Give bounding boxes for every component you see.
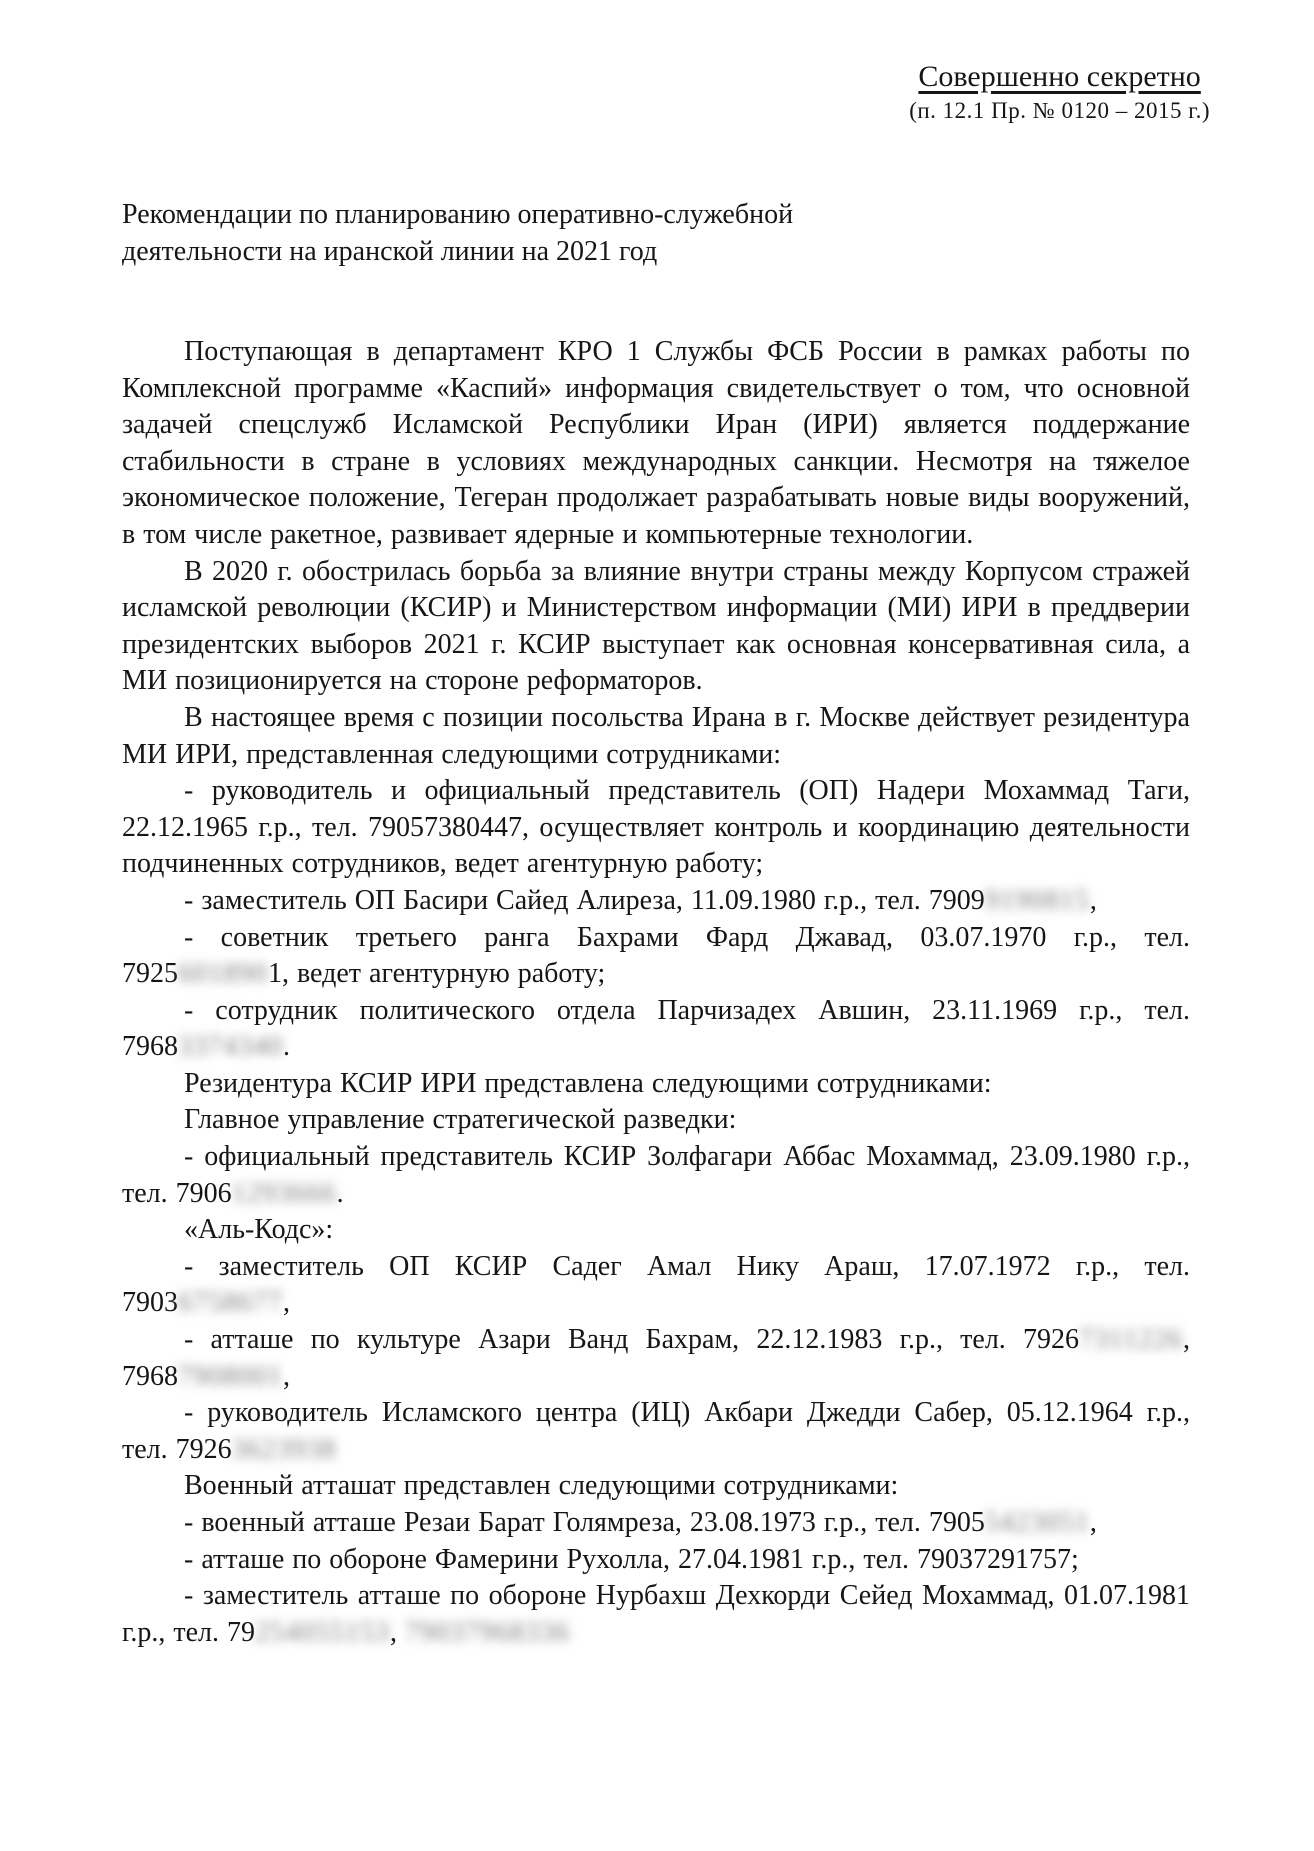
text-segment: Резидентура КСИР ИРИ представлена следующими сотрудниками:	[184, 1067, 992, 1099]
text-segment: Военный атташат представлен следующими сотрудниками:	[184, 1470, 899, 1502]
redacted-phone-digits: 1293666	[231, 1177, 337, 1209]
text-segment: - официальный представитель КСИР Золфагари Аббас Мохаммад, 23.09.1980 г.р., тел. 7906	[122, 1141, 1190, 1209]
text-segment: 1, ведет агентурную работу;	[268, 958, 606, 990]
document-content	[122, 196, 1190, 1651]
redacted-phone-digits: 3374340	[178, 1031, 283, 1063]
paragraph	[122, 700, 1190, 773]
text-segment: , 7968	[122, 1324, 1190, 1392]
text-segment: - сотрудник политического отдела Парчизадех Авшин, 23.11.1969 г.р., тел. 7968	[122, 994, 1190, 1063]
paragraph	[122, 1468, 1190, 1505]
text-segment: - заместитель атташе по обороне Нурбахш Дехкорди Сейед Мохаммад, 01.07.1981 г.р., тел. 79	[122, 1580, 1190, 1648]
redacted-phone-digits: 601890	[178, 958, 268, 990]
classification-stamp: Совершенно секретно	[918, 60, 1201, 93]
paragraph	[122, 920, 1190, 993]
redacted-phone-digits: 3623938	[231, 1433, 337, 1465]
paragraph	[122, 1505, 1190, 1542]
paragraph	[122, 1542, 1190, 1579]
document-title	[122, 196, 1190, 270]
text-segment: ,	[283, 1287, 290, 1319]
text-segment: Поступающая в департамент КРО 1 Службы ФСБ России в рамках работы по Комплексной программе «Каспий» информация свидетельствует о том, что основной задачей спецслужб Исламской Республики Иран (ИРИ) является поддержание стабильности в стране в условиях международных санкции. Несмотря на тяжелое экономическое положение, Тегеран продолжает разрабатывать новые виды вооружений, в том числе ракетное, развивает ядерные и компьютерные технологии.	[122, 336, 1190, 550]
text-segment: - советник третьего ранга Бахрами Фард Джавад, 03.07.1970 г.р., тел. 7925	[122, 921, 1190, 990]
text-segment: .	[336, 1177, 344, 1209]
text-segment: - руководитель Исламского центра (ИЦ) Акбари Джедди Сабер, 05.12.1964 г.р., тел. 7926	[122, 1397, 1190, 1465]
paragraph	[122, 1578, 1190, 1651]
text-segment: ,	[389, 1616, 405, 1648]
paragraph	[122, 773, 1190, 883]
paragraph	[122, 334, 1190, 554]
text-segment: «Аль-Кодс»:	[184, 1214, 334, 1246]
paragraph	[122, 1395, 1190, 1468]
text-segment: ,	[1089, 1507, 1097, 1538]
redacted-phone-digits: 9190815	[984, 884, 1090, 916]
document-title-line-1: Рекомендации по планированию оперативно-служебной	[122, 199, 794, 230]
paragraph	[122, 1322, 1190, 1395]
redacted-phone-digits: 6758677	[178, 1287, 283, 1319]
document-title-line-2: деятельности на иранской линии на 2021 год	[122, 236, 658, 267]
paragraph	[122, 1139, 1190, 1212]
redacted-phone-digits: 5423051	[984, 1507, 1090, 1538]
paragraph	[122, 1102, 1190, 1139]
text-segment: .	[283, 1031, 290, 1063]
text-segment: - военный атташе Резаи Барат Голямреза, 23.08.1973 г.р., тел. 7905	[184, 1507, 985, 1538]
text-segment: В 2020 г. обострилась борьба за влияние внутри страны между Корпусом стражей исламской революции (КСИР) и Министерством информации (МИ) ИРИ в преддверии президентских выборов 2021 г. КСИР выступает как основная консервативная сила, а МИ позиционируется на стороне реформаторов.	[122, 555, 1190, 697]
text-segment: - заместитель ОП КСИР Садег Амал Нику Араш, 17.07.1972 г.р., тел. 7903	[122, 1250, 1190, 1319]
text-segment: Главное управление стратегической разведки:	[184, 1104, 737, 1136]
paragraph	[122, 1066, 1190, 1103]
redacted-phone-digits: 254055153	[254, 1616, 390, 1648]
text-segment: В настоящее время с позиции посольства Ирана в г. Москве действует резидентура МИ ИРИ, представленная следующими сотрудниками:	[122, 701, 1190, 770]
text-segment: ,	[283, 1360, 290, 1392]
text-segment: - руководитель и официальный представитель (ОП) Надери Мохаммад Таги, 22.12.1965 г.р., тел. 79057380447, осуществляет контроль и координацию деятельности подчиненных сотрудников, ведет агентурную работу;	[122, 775, 1190, 880]
paragraph	[122, 883, 1190, 920]
text-segment: ,	[1089, 884, 1097, 916]
redacted-phone-digits: 7311226	[1079, 1324, 1183, 1356]
paragraph	[122, 554, 1190, 700]
redacted-phone-digits: 79037968336	[404, 1616, 570, 1648]
text-segment: - атташе по обороне Фамерини Рухолла, 27.04.1981 г.р., тел. 79037291757;	[184, 1543, 1079, 1575]
classification-block	[909, 60, 1210, 124]
paragraph	[122, 993, 1190, 1066]
classification-note: (п. 12.1 Пр. № 0120 – 2015 г.)	[909, 97, 1210, 123]
text-segment: - атташе по культуре Азари Ванд Бахрам, 22.12.1983 г.р., тел. 7926	[184, 1324, 1080, 1356]
paragraph	[122, 1212, 1190, 1249]
paragraph	[122, 1249, 1190, 1322]
redacted-phone-digits: 7908001	[178, 1360, 283, 1392]
document-body	[122, 334, 1190, 1651]
text-segment: - заместитель ОП Басири Сайед Алиреза, 11.09.1980 г.р., тел. 7909	[184, 884, 985, 916]
